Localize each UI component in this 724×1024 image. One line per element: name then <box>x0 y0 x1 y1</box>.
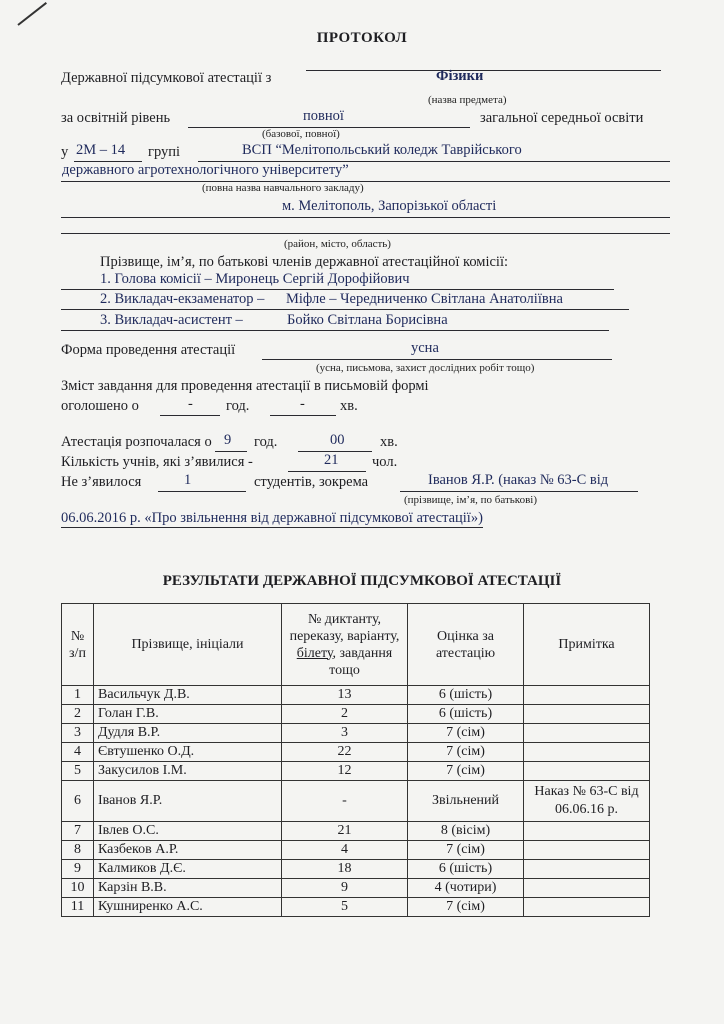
row-name: Закусилов І.М. <box>94 762 282 781</box>
col-header-variant-a: № диктанту, переказу, варіанту, <box>289 611 400 644</box>
col-header-variant-b: білету <box>296 645 333 661</box>
row-grade: 7 (сім) <box>408 724 524 743</box>
level-suffix: загальної середньої освіти <box>480 110 644 126</box>
col-header-grade: Оцінка за атестацію <box>408 604 524 686</box>
start-hour-unit: год. <box>254 434 278 450</box>
start-hour: 9 <box>224 432 232 448</box>
row-grade: 7 (сім) <box>408 841 524 860</box>
task-hour-dash: - <box>188 396 193 412</box>
row-grade: 6 (шість) <box>408 860 524 879</box>
commission-heading: Прізвище, ім’я, по батькові членів державної атестаційної комісії: <box>100 254 509 270</box>
row-grade: 6 (шість) <box>408 705 524 724</box>
member2: Міфле – Чередниченко Світлана Анатоліївна <box>286 291 563 307</box>
row-variant: 21 <box>282 822 408 841</box>
region-underline-2 <box>61 220 670 234</box>
row-variant: 4 <box>282 841 408 860</box>
level-value: повної <box>303 108 344 124</box>
row-variant: 18 <box>282 860 408 879</box>
absent-hint: (прізвище, ім’я, по батькові) <box>404 494 537 506</box>
row-num: 3 <box>62 724 94 743</box>
row-variant: 3 <box>282 724 408 743</box>
results-title: РЕЗУЛЬТАТИ ДЕРЖАВНОЇ ПІДСУМКОВОЇ АТЕСТАЦІЇ <box>162 573 562 589</box>
row-num: 7 <box>62 822 94 841</box>
task-line1: Зміст завдання для проведення атестації в письмовій формі <box>61 378 429 394</box>
row-note <box>524 686 650 705</box>
row-grade: 6 (шість) <box>408 686 524 705</box>
table-row <box>62 860 650 879</box>
row-name: Казбеков А.Р. <box>94 841 282 860</box>
group-prefix: у <box>61 144 69 160</box>
table-row <box>62 822 650 841</box>
row-num: 2 <box>62 705 94 724</box>
results-table <box>61 603 650 917</box>
table-row <box>62 743 650 762</box>
absent-value: 1 <box>184 472 192 488</box>
row-grade: 7 (сім) <box>408 743 524 762</box>
member3-label: 3. Викладач-асистент – <box>100 312 243 328</box>
row-num: 4 <box>62 743 94 762</box>
subject-underline <box>306 70 661 71</box>
row-num: 9 <box>62 860 94 879</box>
member3: Бойко Світлана Борисівна <box>287 312 448 328</box>
table-row <box>62 686 650 705</box>
subject-label: Державної підсумкової атестації з <box>61 70 272 86</box>
group-value: 2М – 14 <box>76 142 126 158</box>
row-note <box>524 762 650 781</box>
row-num: 5 <box>62 762 94 781</box>
start-min-unit: хв. <box>380 434 398 450</box>
row-variant: 9 <box>282 879 408 898</box>
table-row <box>62 762 650 781</box>
task-hour-unit: год. <box>226 398 250 414</box>
absent-mid: студентів, зокрема <box>254 474 369 490</box>
row-name: Васильчук Д.В. <box>94 686 282 705</box>
row-grade: 8 (вісім) <box>408 822 524 841</box>
level-label: за освітній рівень <box>61 110 171 126</box>
row-num: 6 <box>62 781 94 822</box>
row-num: 8 <box>62 841 94 860</box>
task-line2: оголошено о <box>61 398 139 414</box>
col-header-name: Прізвище, ініціали <box>94 604 282 686</box>
row-variant: 2 <box>282 705 408 724</box>
row-num: 11 <box>62 898 94 917</box>
school-value-1: ВСП “Мелітопольський коледж Таврійського <box>242 142 522 158</box>
row-name: Карзін В.В. <box>94 879 282 898</box>
start-min: 00 <box>330 432 345 448</box>
row-variant: - <box>282 781 408 822</box>
row-note <box>524 705 650 724</box>
row-name: Голан Г.В. <box>94 705 282 724</box>
row-note: Наказ № 63-С від 06.06.16 р. <box>524 781 650 822</box>
start-label: Атестація розпочалася о <box>61 434 212 450</box>
page-title: ПРОТОКОЛ <box>316 30 408 46</box>
school-hint: (повна назва навчального закладу) <box>202 182 364 194</box>
table-row <box>62 841 650 860</box>
count-value: 21 <box>324 452 339 468</box>
row-name: Івлев О.С. <box>94 822 282 841</box>
table-row <box>62 879 650 898</box>
row-num: 10 <box>62 879 94 898</box>
task-min-unit: хв. <box>340 398 358 414</box>
row-variant: 22 <box>282 743 408 762</box>
level-hint: (базової, повної) <box>262 128 340 140</box>
row-variant: 13 <box>282 686 408 705</box>
region-hint: (район, місто, область) <box>284 238 391 250</box>
row-note <box>524 822 650 841</box>
table-row <box>62 781 650 822</box>
col-header-num: № з/п <box>62 604 94 686</box>
member1: 1. Голова комісії – Миронець Сергій Дорофійович <box>100 271 410 287</box>
form-value: усна <box>411 340 439 356</box>
group-label: групі <box>148 144 181 160</box>
count-unit: чол. <box>372 454 398 470</box>
count-label: Кількість учнів, які з’явилися - <box>61 454 253 470</box>
school-value-2: державного агротехнологічного університету” <box>62 162 349 178</box>
row-variant: 12 <box>282 762 408 781</box>
row-num: 1 <box>62 686 94 705</box>
row-note <box>524 743 650 762</box>
table-row <box>62 724 650 743</box>
col-header-variant <box>282 604 408 686</box>
row-variant: 5 <box>282 898 408 917</box>
task-min-dash: - <box>300 396 305 412</box>
row-grade: 7 (сім) <box>408 762 524 781</box>
table-row <box>62 898 650 917</box>
row-name: Іванов Я.Р. <box>94 781 282 822</box>
row-name: Дудля В.Р. <box>94 724 282 743</box>
col-header-note: Примітка <box>524 604 650 686</box>
row-name: Калмиков Д.Є. <box>94 860 282 879</box>
row-note <box>524 898 650 917</box>
form-hint: (усна, письмова, захист дослідних робіт тощо) <box>316 362 535 374</box>
row-note <box>524 724 650 743</box>
table-row <box>62 705 650 724</box>
row-note <box>524 841 650 860</box>
subject-value: Фізики <box>436 68 484 84</box>
row-name: Кушниренко А.С. <box>94 898 282 917</box>
absent-underline <box>158 474 246 492</box>
subject-hint: (назва предмета) <box>428 94 507 106</box>
row-grade: 7 (сім) <box>408 898 524 917</box>
absent-line2: 06.06.2016 р. «Про звільнення від державної підсумкової атестації») <box>61 510 483 526</box>
region-value: м. Мелітополь, Запорізької області <box>282 198 497 214</box>
form-label: Форма проведення атестації <box>61 342 236 358</box>
row-grade: Звільнений <box>408 781 524 822</box>
col-header-variant-c: , завдання тощо <box>329 645 393 678</box>
row-note <box>524 879 650 898</box>
row-name: Євтушенко О.Д. <box>94 743 282 762</box>
pen-mark <box>17 2 47 26</box>
absent-label: Не з’явилося <box>61 474 142 490</box>
row-grade: 4 (чотири) <box>408 879 524 898</box>
absent-who: Іванов Я.Р. (наказ № 63-С від <box>428 472 609 488</box>
member2-label: 2. Викладач-екзаменатор – <box>100 291 265 307</box>
row-note <box>524 860 650 879</box>
